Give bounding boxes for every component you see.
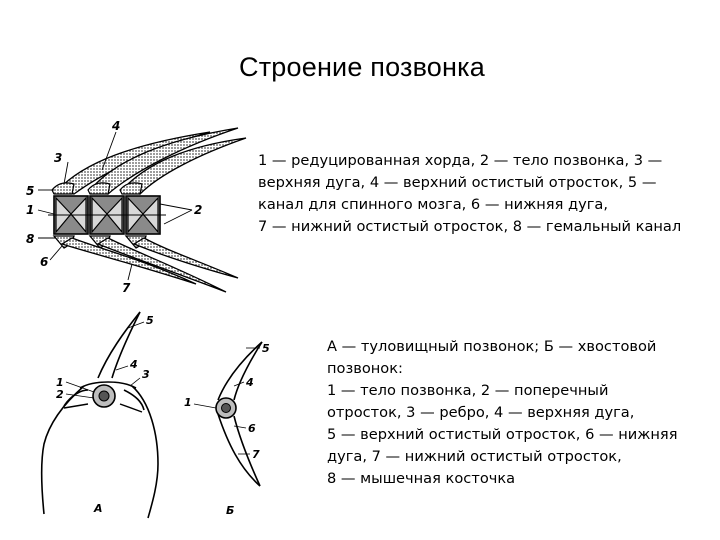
fig2a-label: 3 (142, 368, 150, 381)
caption-sections (327, 336, 707, 490)
caption-line: канал для спинного мозга, 6 — нижняя дуга, (258, 196, 608, 213)
fig2b-label: 6 (248, 422, 256, 435)
vertebrae-lateral-figure (24, 114, 250, 300)
caption-line: позвонок: (327, 360, 403, 377)
fig2a-label: 5 (146, 314, 154, 327)
caption-line: 5 — верхний остистый отросток, 6 — нижняя (327, 426, 678, 443)
fig1-label: 4 (112, 119, 121, 133)
figure-letter-b: Б (226, 504, 235, 517)
fig1-label: 1 (26, 203, 35, 217)
fig1-label: 5 (26, 184, 35, 198)
caption-line: 1 — тело позвонка, 2 — поперечный (327, 382, 609, 399)
fig2b-label: 7 (252, 448, 260, 461)
caption-line: 8 — мышечная косточка (327, 470, 516, 487)
fig2b-label: 5 (262, 342, 270, 355)
fig2b-label: 4 (246, 376, 254, 389)
fig1-label: 2 (194, 203, 203, 217)
fig1-label: 7 (122, 281, 131, 295)
upper-spines (58, 128, 246, 194)
figure-letter-a: А (94, 502, 103, 515)
caption-line: 7 — нижний остистый отросток, 8 — гемальный канал (258, 218, 682, 235)
lower-spines (54, 236, 238, 292)
fig2a-label: 1 (56, 376, 64, 389)
fig2a-label: 2 (56, 388, 64, 401)
caption-line: 1 — редуцированная хорда, 2 — тело позвонка, 3 — (258, 152, 663, 169)
caption-line: дуга, 7 — нижний остистый отросток, (327, 448, 622, 465)
caption-line: верхняя дуга, 4 — верхний остистый отросток, 5 — (258, 174, 657, 191)
vertebra-sections-figure (24, 304, 294, 528)
caption-line: отросток, 3 — ребро, 4 — верхняя дуга, (327, 404, 635, 421)
fig1-label: 6 (40, 255, 49, 269)
trunk-vertebra-a (42, 312, 158, 518)
vertebra-sections-drawing (24, 304, 294, 528)
fig1-label: 8 (26, 232, 35, 246)
fig2b-label: 1 (184, 396, 192, 409)
fig2a-label: 4 (130, 358, 138, 371)
vertebrae-lateral-drawing (24, 114, 250, 300)
slide-title: Строение позвонка (239, 52, 485, 82)
fig1-label: 3 (54, 151, 63, 165)
caption-lateral (258, 150, 698, 238)
caption-line: А — туловищный позвонок; Б — хвостовой (327, 338, 657, 355)
